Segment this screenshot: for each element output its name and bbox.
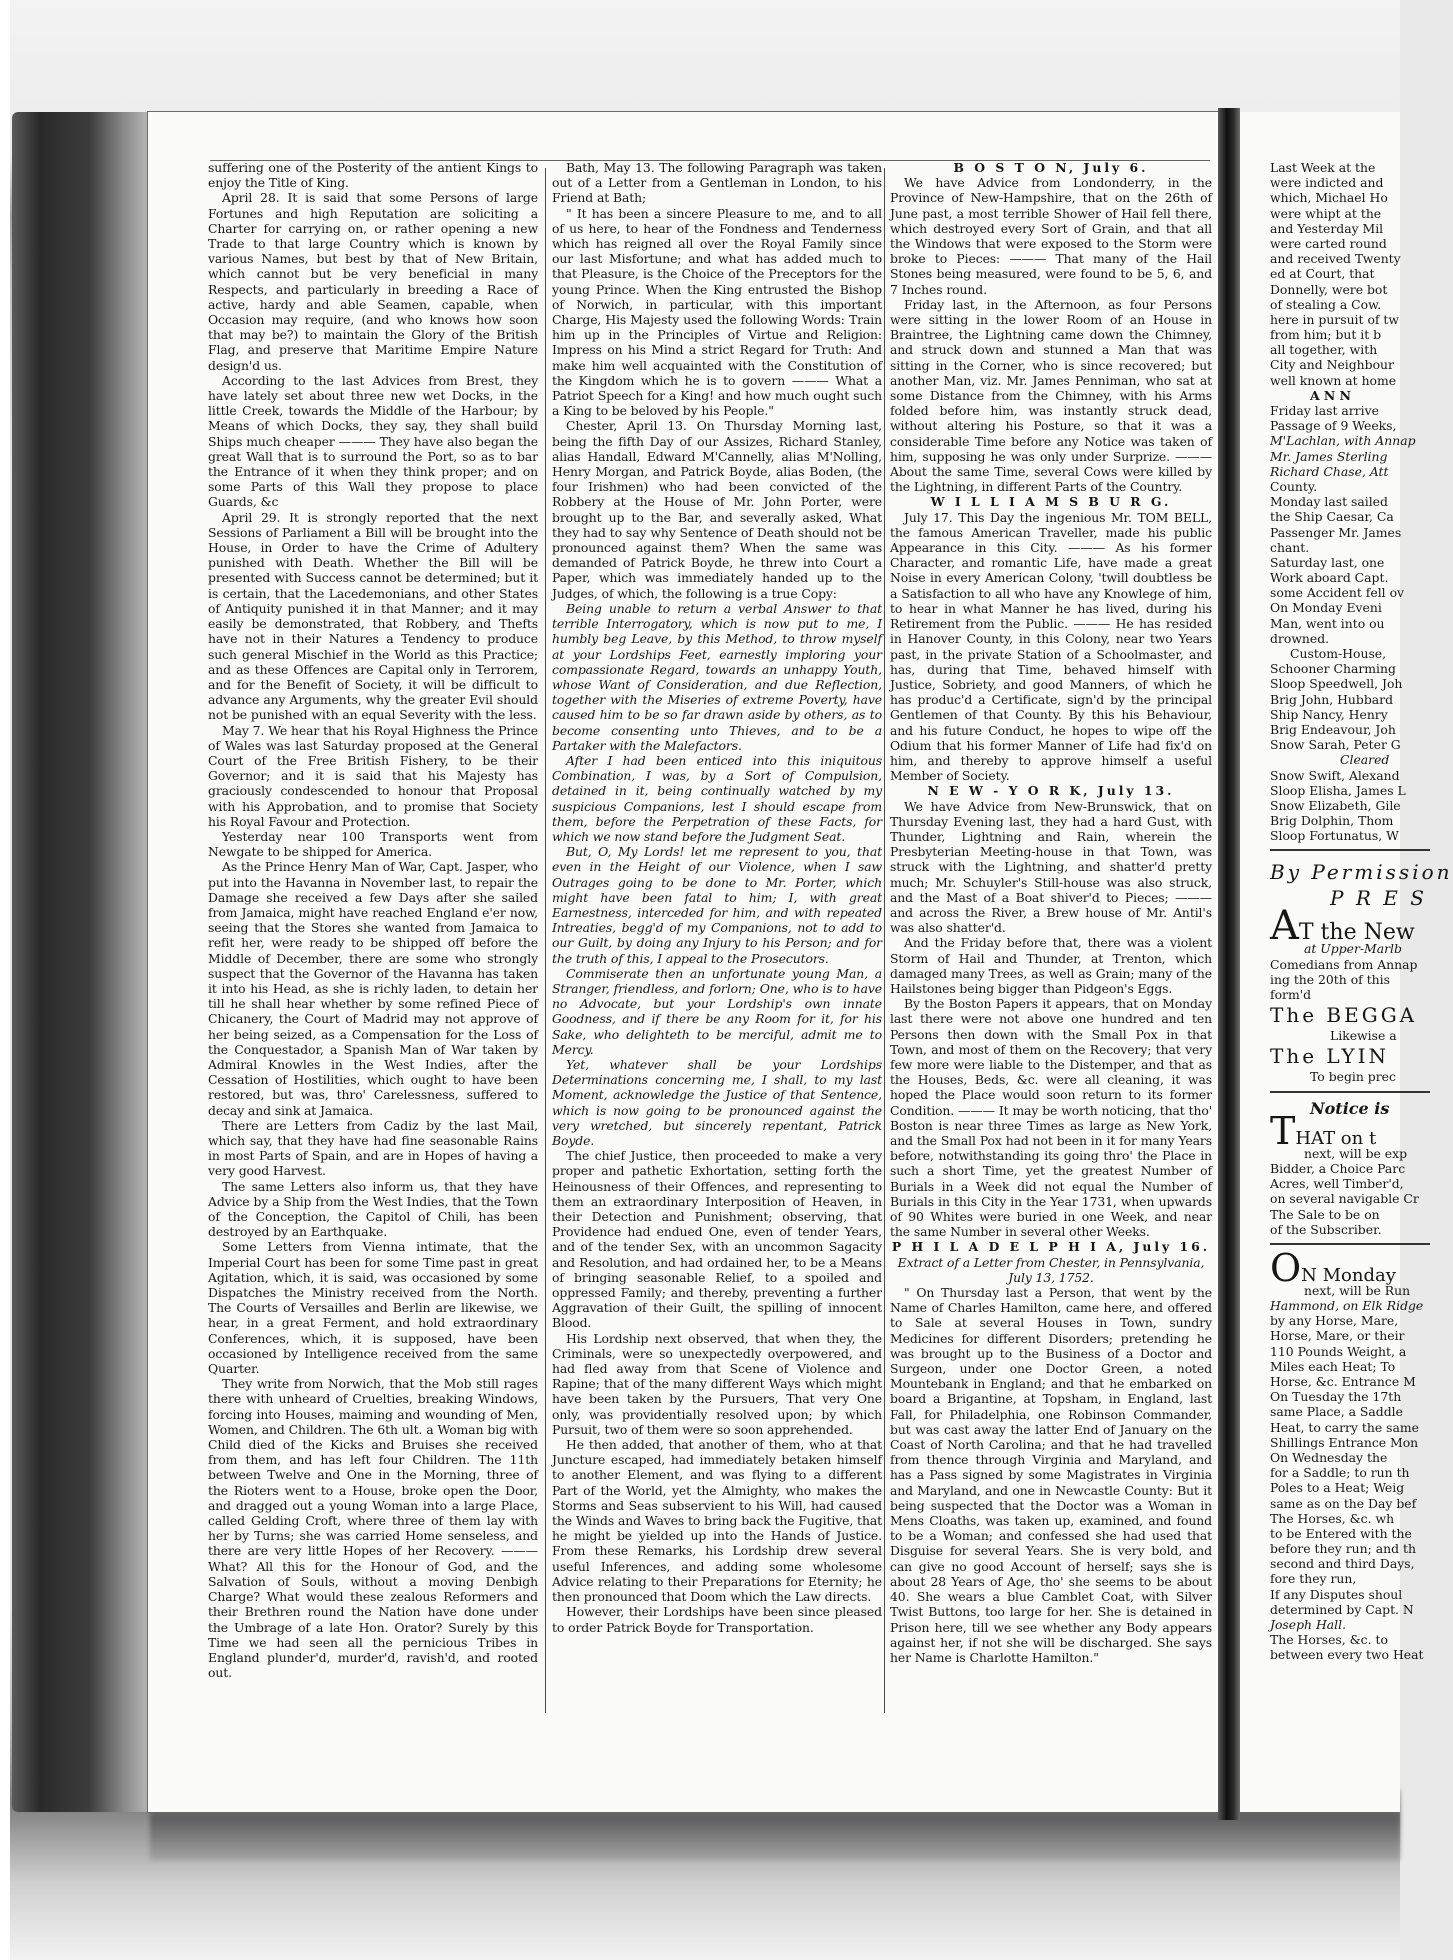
article-paragraph: " On Thursday last a Person, that went by the Name of Charles Hamilton, came here, and offered to Sale at several Houses in Town, sundry Medicines for different Disorders; pretending he was brought up to the Business of a Doctor and Surgeon, under one Doctor Green, a noted Mountebank in England; and that he embarked on board a Brigantine, at Topsham, in England, last Fall, for Philadelphia, one Robinson Commander, but was cast away the latter End of January on the Coast of North Carolina; and that he had travelled from thence through Virginia and Maryland, and has a Pass signed by some Magistrates in Virginia and Maryland, and one in Newcastle County: But it being suspected that the Doctor was a Woman in Mens Cloaths, was taken up, examined, and found to be a Woman; and confessed she had used that Disguise for several Years. She is very bold, and can give no good Account of herself; says she is about 28 Years of Age, tho' she seems to be about 40. She wears a blue Camblet Coat, with Silver Twist Buttons, too large for her. She is detained in Prison here, till we see whether any Body appears against her, if not she will be discharged. She says her Name is Charlotte Hamilton." [890,1285,1212,1665]
cleared-heading: Cleared [1340,752,1390,768]
text-line: fore they run, [1270,1571,1357,1587]
boston-dateline: B O S T O N, July 6. [953,160,1149,175]
divider [1270,849,1430,851]
text-line: and Yesterday Mil [1270,220,1384,236]
text-line: Passage of 9 Weeks, [1270,418,1397,434]
article-paragraph: April 29. It is strongly reported that the next Sessions of Parliament a Bill will be brought into the House, in Order to have the Crime of Adultery punished with Death. Whether the Bill will be presented with Success cannot be determined; but it is certain, that the Lacedemonians, and other States of Antiquity punished it in that Manner; and it may easily be demonstrated, that Robbery, and Thefts have not in their Natures a Tendency to produce such general Mischief in the World as this Practice; and as these Offences are Capital only in Terrorem, and for the Benefit of Society, it will be difficult to advance any Arguments, why the greater Evil should not be punished with an equal Severity with the less. [208,509,538,723]
philadelphia-dateline: P H I L A D E L P H I A, July 16. [891,1239,1211,1255]
play-title-beggar: The BEGGA [1270,1003,1418,1028]
text-line: Snow Elizabeth, Gile [1270,797,1401,813]
text-line: Brig Dolphin, Thom [1270,813,1394,829]
text-line: of stealing a Cow. [1270,296,1382,312]
drop-cap: T [1270,1108,1296,1153]
text-line: Horse, &c. Entrance M [1270,1374,1416,1389]
text-line: all together, with [1270,342,1378,358]
text-line: Joseph Hall. [1270,1617,1347,1632]
text-line: of the Subscriber. [1270,1221,1382,1237]
text-line: next, will be Run [1304,1282,1411,1298]
book-gutter [1218,108,1240,1820]
article-paragraph: By the Boston Papers it appears, that on Monday last there were not above one hundred and ten Persons then down with the Small Pox in that Town, and most of them on the Recovery; that very few more were liable to the Distemper, and that as the Houses, Beds, &c. were all cleaning, it was hoped the Place would soon return to its former Condition. ——— It may be worth noticing, that tho' Boston is near three Times as large as New York, and the Small Pox had not been in it for many Years before, notwithstanding its going thro' the Place in such a short Time, yet the greatest Number of Burials in a Week did not equal the Number of Burials in this City in the Year 1731, when upwards of 90 Whites were buried in one Week, and near the same Number in several other Weeks. [890,996,1212,1240]
text-line: Snow Sarah, Peter G [1270,737,1401,753]
text-line: Comedians from Annap [1270,956,1418,972]
text-line: Sloop Elisha, James L [1270,782,1406,798]
text-line: at Upper-Marlb [1304,941,1402,957]
text-line: for a Saddle; to run th [1270,1465,1410,1481]
text-line: well known at home [1270,372,1397,388]
text-line: here in pursuit of tw [1270,311,1400,327]
text-line: Brig John, Hubbard [1270,691,1394,707]
text-line: If any Disputes shoul [1270,1586,1403,1602]
text-line: The Horses, &c. wh [1270,1510,1395,1526]
play-title-lying: The LYIN [1270,1044,1390,1069]
divider [1270,1091,1430,1093]
text-line: ed at Court, that [1270,266,1375,282]
text-line: County. [1270,478,1318,494]
text-line: Miles each Heat; To [1270,1358,1396,1374]
article-paragraph: The chief Justice, then proceeded to make a very proper and pathetic Exhortation, setting forth the Heinousness of their Offences, and representing to them an extraordinary Interposition of Heaven, in their Detection and Punishment; observing, that Providence had endued One, even of tender Years, and of the tender Sex, with an uncommon Sagacity and Resolution, and had ordained her, to be a Means of bringing seasonable Relief, to a spoiled and oppressed Family; and thereby, preventing a further Aggravation of their Guilt, the spilling of innocent Blood. [552,1148,882,1331]
text-line: City and Neighbour [1270,357,1394,373]
article-paragraph: There are Letters from Cadiz by the last Mail, which say, that they have had fine seasonable Rains in most Parts of Spain, and are in Hopes of having a very good Harvest. [208,1117,538,1179]
text-line: On Monday Eveni [1270,600,1382,616]
text-line: Sloop Speedwell, Joh [1270,676,1403,692]
text-line: The Horses, &c. to [1270,1632,1388,1648]
text-line: were indicted and [1270,175,1384,191]
text-line: The Sale to be on [1270,1206,1380,1222]
text-line: M'Lachlan, with Annap [1270,433,1416,449]
scan-left-edge [0,0,10,1960]
article-paragraph: We have Advice from New-Brunswick, that on Thursday Evening last, they had a hard Gust, with Thunder, Lightning and Rain, wherein the Presbyterian Meeting-house in that Town, was struck with the Lightning, and shatter'd pretty much; Mr. Schuyler's Still-house was also struck, and the Mast of a Boat shiver'd to Pieces; ——— and across the River, a Brew house of Mr. Antil's was also shatter'd. [890,798,1212,936]
text-line: between every two Heat [1270,1647,1424,1663]
advert-text: T the New [1298,920,1415,946]
notice-heading: Notice is [1310,1098,1390,1118]
text-line: On Wednesday the [1270,1449,1388,1465]
text-line: Sloop Fortunatus, W [1270,828,1399,844]
petition-paragraph: Yet, whatever shall be your Lordships Determinations concerning me, I shall, to my last Moment, acknowledge the Justice of that Sentence, which is now going to be pronounced against the very wretched, but sincerely repentant, Patrick Boyde. [552,1056,882,1148]
petition-paragraph: But, O, My Lords! let me represent to you, that even in the Height of our Violence, when I saw Outrages going to be done to Mr. Porter, which might have been fatal to him; I, with great Earnestness, interceded for him, and with repeated Intreaties, begg'd of my Companions, not to add to our Guilt, by doing any Injury to his Person; and for the truth of this, I appeal to the Prosecutors. [552,844,882,966]
text-line: ing the 20th of this [1270,971,1390,987]
column-1 [208,160,538,1680]
text-line: 110 Pounds Weight, a [1270,1343,1407,1359]
article-paragraph: We have Advice from Londonderry, in the Province of New-Hampshire, that on the 26th of June past, a most terrible Shower of Hail fell there, which destroyed every Sort of Grain, and that all the Windows that were exposed to the Storm were broke to Pieces: ——— That many of the Hail Stones being measured, were found to be 5, 6, and 7 Inches round. [890,175,1212,297]
text-line: Richard Chase, Att [1270,463,1389,479]
article-paragraph: They write from Norwich, that the Mob still rages there with unheard of Cruelties, breaking Windows, forcing into Houses, maiming and wounding of Men, Women, and Children. The 6th ult. a Woman big with Child died of the Kicks and Bruises she received from them, and has left four Children. The 11th between Twelve and One in the Morning, three of the Rioters went to a House, broke open the Door, and dragged out a young Woman into a large Place, called Gelding Croft, where three of them lay with her by Turns; she was carried Home senseless, and there are very little Hopes of her Recovery. ——— What? All this for the Honour of God, and the Salvation of Souls, without a moving Denbigh Charge? What would these zealous Reformers and their Brethren round the Nation have done under the Umbrage of a late Hon. Orator? Surely by this Time we had seen all the pernicious Tribes in England plunder'd, murder'd, ravish'd, and rooted out. [208,1376,538,1681]
text-line: by any Horse, Mare, [1270,1313,1399,1329]
text-line: Likewise a [1330,1028,1397,1044]
text-line: Poles to a Heat; Weig [1270,1480,1405,1496]
petition-paragraph: After I had been enticed into this iniquitous Combination, I was, by a Sort of Compulsion, detained in it, being continually watched by my suspicious Companions, lest I should escape from them, before the Perpetration of these Facts, for which we now stand before the Judgment Seat. [552,752,882,844]
text-line: Saturday last, one [1270,554,1385,570]
text-line: Heat, to carry the same [1270,1419,1419,1435]
text-line: Hammond, on Elk Ridge [1270,1298,1424,1314]
drop-cap: A [1270,903,1299,950]
text-line: chant. [1270,539,1310,555]
text-line: some Accident fell ov [1270,585,1405,601]
text-line: Last Week at the [1270,160,1376,175]
article-paragraph: Yesterday near 100 Transports went from Newgate to be shipped for America. [208,828,538,860]
permission-heading: By Permission [1270,860,1453,885]
article-paragraph: April 28. It is said that some Persons of large Fortunes and high Reputation are soliciting a Charter for carrying on, or rather opening a new Trade to that large Country which is known by various Names, but best by that of New Britain, which cannot but be very beneficial in many Respects, and particularly in breeding a Race of active, hardy and able Seamen, capable, when Occasion may require, (and who knows how soon that may be?) to maintain the Glory of the British Flag, and preserve that Maritime Empire Nature design'd us. [208,190,538,373]
letter-extract-heading: Extract of a Letter from Chester, in Pennsylvania, July 13, 1752. [897,1254,1205,1285]
drop-cap: O [1270,1245,1302,1290]
text-line: Passenger Mr. James [1270,524,1402,540]
text-line: Donnelly, were bot [1270,281,1388,297]
race-advert-first-line [1270,1245,1410,1290]
text-line: which, Michael Ho [1270,190,1388,206]
text-line: were carted round [1270,235,1387,251]
text-line: to be Entered with the [1270,1525,1412,1541]
text-line: drowned. [1270,630,1330,646]
text-line: Horse, Mare, or their [1270,1328,1405,1344]
article-paragraph: According to the last Advices from Brest, they have lately set about three new wet Docks, in the little Creek, towards the Middle of the Harbour; by Means of which Docks, they say, they shall build Ships much cheaper ——— They have also began the great Wall that is to surround the Port, so as to bar the Entrance of it when they think proper; and on some Parts of this Wall they propose to place Guards, &c [208,372,538,510]
text-line: To begin prec [1310,1069,1396,1085]
advert-text: HAT on t [1295,1127,1377,1149]
text-line: next, will be exp [1304,1145,1408,1161]
text-line: before they run; and th [1270,1541,1416,1557]
text-line: Friday last arrive [1270,403,1379,418]
text-line: Ship Nancy, Henry [1270,706,1388,722]
article-paragraph: Bath, May 13. The following Paragraph was taken out of a Letter from a Gentleman in London, to his Friend at Bath; [552,160,882,206]
text-line: same as on the Day bef [1270,1495,1417,1511]
text-line: same Place, a Saddle [1270,1404,1403,1420]
book-spine-shadow [12,112,152,1812]
article-paragraph: " It has been a sincere Pleasure to me, and to all of us here, to hear of the Fondness and Tenderness which has reigned all over the Royal Family since our last Misfortune; and what has added much to that Pleasure, is the Choice of the Preceptors for the young Prince. When the King entrusted the Bishop of Norwich, in particular, with this important Charge, His Majesty used the following Words: Train him up in the Principles of Virtue and Religion: Impress on his Mind a strict Regard for Truth: And make him well acquainted with the Constitution of the Kingdom which he is to govern ——— What a Patriot Speech for a King! and how much ought such a King to be beloved by his People." [552,205,882,419]
divider [1270,1243,1430,1245]
column-3 [890,160,1212,1665]
text-line: Man, went into ou [1270,615,1385,631]
petition-paragraph: Being unable to return a verbal Answer to that terrible Interrogatory, which is now put to me, I humbly beg Leave, by this Method, to throw myself at your Lordships Feet, earnestly imploring your compassionate Regard, towards an unhappy Youth, whose Want of Consideration, and due Reflection, together with the Miseries of extreme Poverty, have caused him to be so far drawn aside by others, as to become consenting unto Thieves, and to be a Partaker with the Malefactors. [552,600,882,753]
column-rule-2 [884,168,885,1713]
text-line: and received Twenty [1270,251,1401,267]
text-line: Bidder, a Choice Parc [1270,1160,1406,1176]
text-line: Mr. James Sterling [1270,448,1388,464]
article-paragraph: And the Friday before that, there was a violent Storm of Hail and Thunder, at Trenton, which damaged many Trees, as well as Grain; many of the Hailstones being bigger than Pidgeon's Eggs. [890,935,1212,996]
text-line: form'd [1270,987,1312,1002]
advert-text: N Monday [1301,1264,1396,1286]
article-paragraph: The same Letters also inform us, that they have Advice by a Ship from the West Indies, that the Town of the Conception, the Capitol of Chili, has been destroyed by an Earthquake. [208,1178,538,1240]
article-paragraph: July 17. This Day the ingenious Mr. TOM BELL, the famous American Traveller, made his public Appearance in this City. ——— As his former Character, and romantic Life, have made a great Noise in every American Colony, 'twill doubtless be a Satisfaction to all who have any Knowlege of him, to hear in what Manner he has lived, during his Retirement from the Public. ——— He has resided in Hanover County, in this Colony, near two Years past, in the private Station of a Schoolmaster, and has, during that Time, behaved himself with Justice, Sobriety, and good Manners, of which he has produc'd a Certificate, sign'd by the principal Gentlemen of that County. By this his Behaviour, and his future Conduct, he hopes to wipe off the Odium that his former Manner of Life had fix'd on him, and thereby to approve himself a useful Member of Society. [890,509,1212,784]
new-york-dateline: N E W - Y O R K, July 13. [927,783,1175,799]
text-line: the Ship Caesar, Ca [1270,509,1394,525]
text-line: determined by Capt. N [1270,1601,1414,1617]
column-rule-1 [545,168,546,1713]
custom-house-heading: Custom-House, [1290,646,1387,661]
text-line: Monday last sailed [1270,494,1388,510]
text-line: Snow Swift, Alexand [1270,767,1400,783]
article-paragraph: However, their Lordships have been since pleased to order Patrick Boyde for Transportation. [552,1604,882,1635]
facing-page-text [1270,160,1453,1663]
article-paragraph: As the Prince Henry Man of War, Capt. Jasper, who put into the Havanna in November last, to repair the Damage she received a few Days after she sailed from Jamaica, might have reached England e'er now, seeing that the Stores she wanted from Jamaica to refit her, were ready to be shipped off before the Middle of December, there are some who strongly suspect that the Governor of the Havanna has taken it into his Head, as she is richly laden, to detain her till he shall hear whether by some refined Piece of Chicanery, the Court of Madrid may not approve of her being seized, as a Compensation for the Loss of the Conquestador, a Spanish Man of War taken by Admiral Knowles in the West Indies, after the Cessation of Hostilities, which ought to have been restored, but was, thro' Carelessness, suffered to decay and sink at Jamaica. [208,859,538,1118]
text-line: on several navigable Cr [1270,1191,1419,1207]
williamsburg-dateline: W I L L I A M S B U R G. [930,494,1172,510]
text-line: were whipt at the [1270,205,1382,221]
text-line: from him; but it b [1270,327,1382,343]
text-line: Work aboard Capt. [1270,570,1389,586]
text-line: Shillings Entrance Mon [1270,1434,1419,1450]
article-paragraph: suffering one of the Posterity of the antient Kings to enjoy the Title of King. [208,160,538,191]
article-paragraph: Friday last, in the Afternoon, as four Persons were sitting in the lower Room of an House in Braintree, the Lightning came down the Chimney, and struck down and stunned a Man that was sitting in the Corner, who is since recovered; but another Man, viz. Mr. James Penniman, who sat at some Distance from the Chimney, with his Arms folded before him, was instantly struck dead, without altering his Posture, so that it was a considerable Time before any Notice was taken of him, supposing he was only under Surprize. ——— About the same Time, several Cows were killed by the Lightning, in different Parts of the Country. [890,296,1212,495]
article-paragraph: His Lordship next observed, that when they, the Criminals, were so unexpectedly overpowered, and had fled away from that Scene of Violence and Rapine; that of the many different Ways which might have been taken by the Pursuers, That very One only, was providentially resolved upon; by which Pursuit, two of them were so soon apprehended. [552,1330,882,1437]
annapolis-dateline: A N N [1310,387,1351,403]
presented-heading: P R E S [1330,886,1427,911]
text-line: Schooner Charming [1270,661,1396,677]
article-paragraph: He then added, that another of them, who at that Juncture escaped, had immediately betaken himself to another Element, and was flying to a different Part of the World, yet the Almighty, who makes the Storms and Seas subservient to his Will, had caused the Winds and Waves to bring back the Fugitive, that he might be yielded up into the Hands of Justice. From these Remarks, his Lordship drew several useful Inferences, and adding some wholesome Advice relating to their Preparations for Eternity; he then pronounced that Doom which the Law directs. [552,1437,882,1605]
article-paragraph: Chester, April 13. On Thursday Morning last, being the fifth Day of our Assizes, Richard Stanley, alias Handall, Edward M'Cannelly, alias M'Nolling, Henry Morgan, and Patrick Boyde, alias Boden, (the four Irishmen) who had been convicted of the Robbery at the House of Mr. John Porter, were brought up to the Bar, and severally asked, What they had to say why Sentence of Death should not be pronounced against them? When the same was demanded of Patrick Boyde, he threw into Court a Paper, which was immediately handed up to the Judges, of which, the following is a true Copy: [552,418,882,601]
text-line: On Tuesday the 17th [1270,1389,1402,1405]
petition-paragraph: Commiserate then an unfortunate young Man, a Stranger, friendless, and forlorn; One, who is to have no Advocate, but your Lordship's own innate Goodness, and if there be any Room for it, for his Sake, who delighteth to be merciful, admit me to Mercy. [552,965,882,1057]
text-line: Acres, well Timber'd, [1270,1176,1404,1192]
text-line: second and third Days, [1270,1556,1415,1572]
column-2 [552,160,882,1635]
article-paragraph: May 7. We hear that his Royal Highness the Prince of Wales was last Saturday proposed at the General Court of the Free British Fishery, to be their Governor; and it is said that his Majesty has graciously condescended to honour that Proposal with his Approbation, and to promise that Society his Royal Favour and Protection. [208,722,538,829]
text-line: Brig Endeavour, Joh [1270,721,1396,737]
article-paragraph: Some Letters from Vienna intimate, that the Imperial Court has been for some Time past in great Agitation, which, it is said, was occasioned by some Dispatches the Ministry received from the North. The Courts of Versailles and Berlin are likewise, we hear, in a great Ferment, and hold extraordinary Conferences, which, it is supposed, have been occasioned by Intelligence received from the same Quarter. [208,1239,538,1377]
